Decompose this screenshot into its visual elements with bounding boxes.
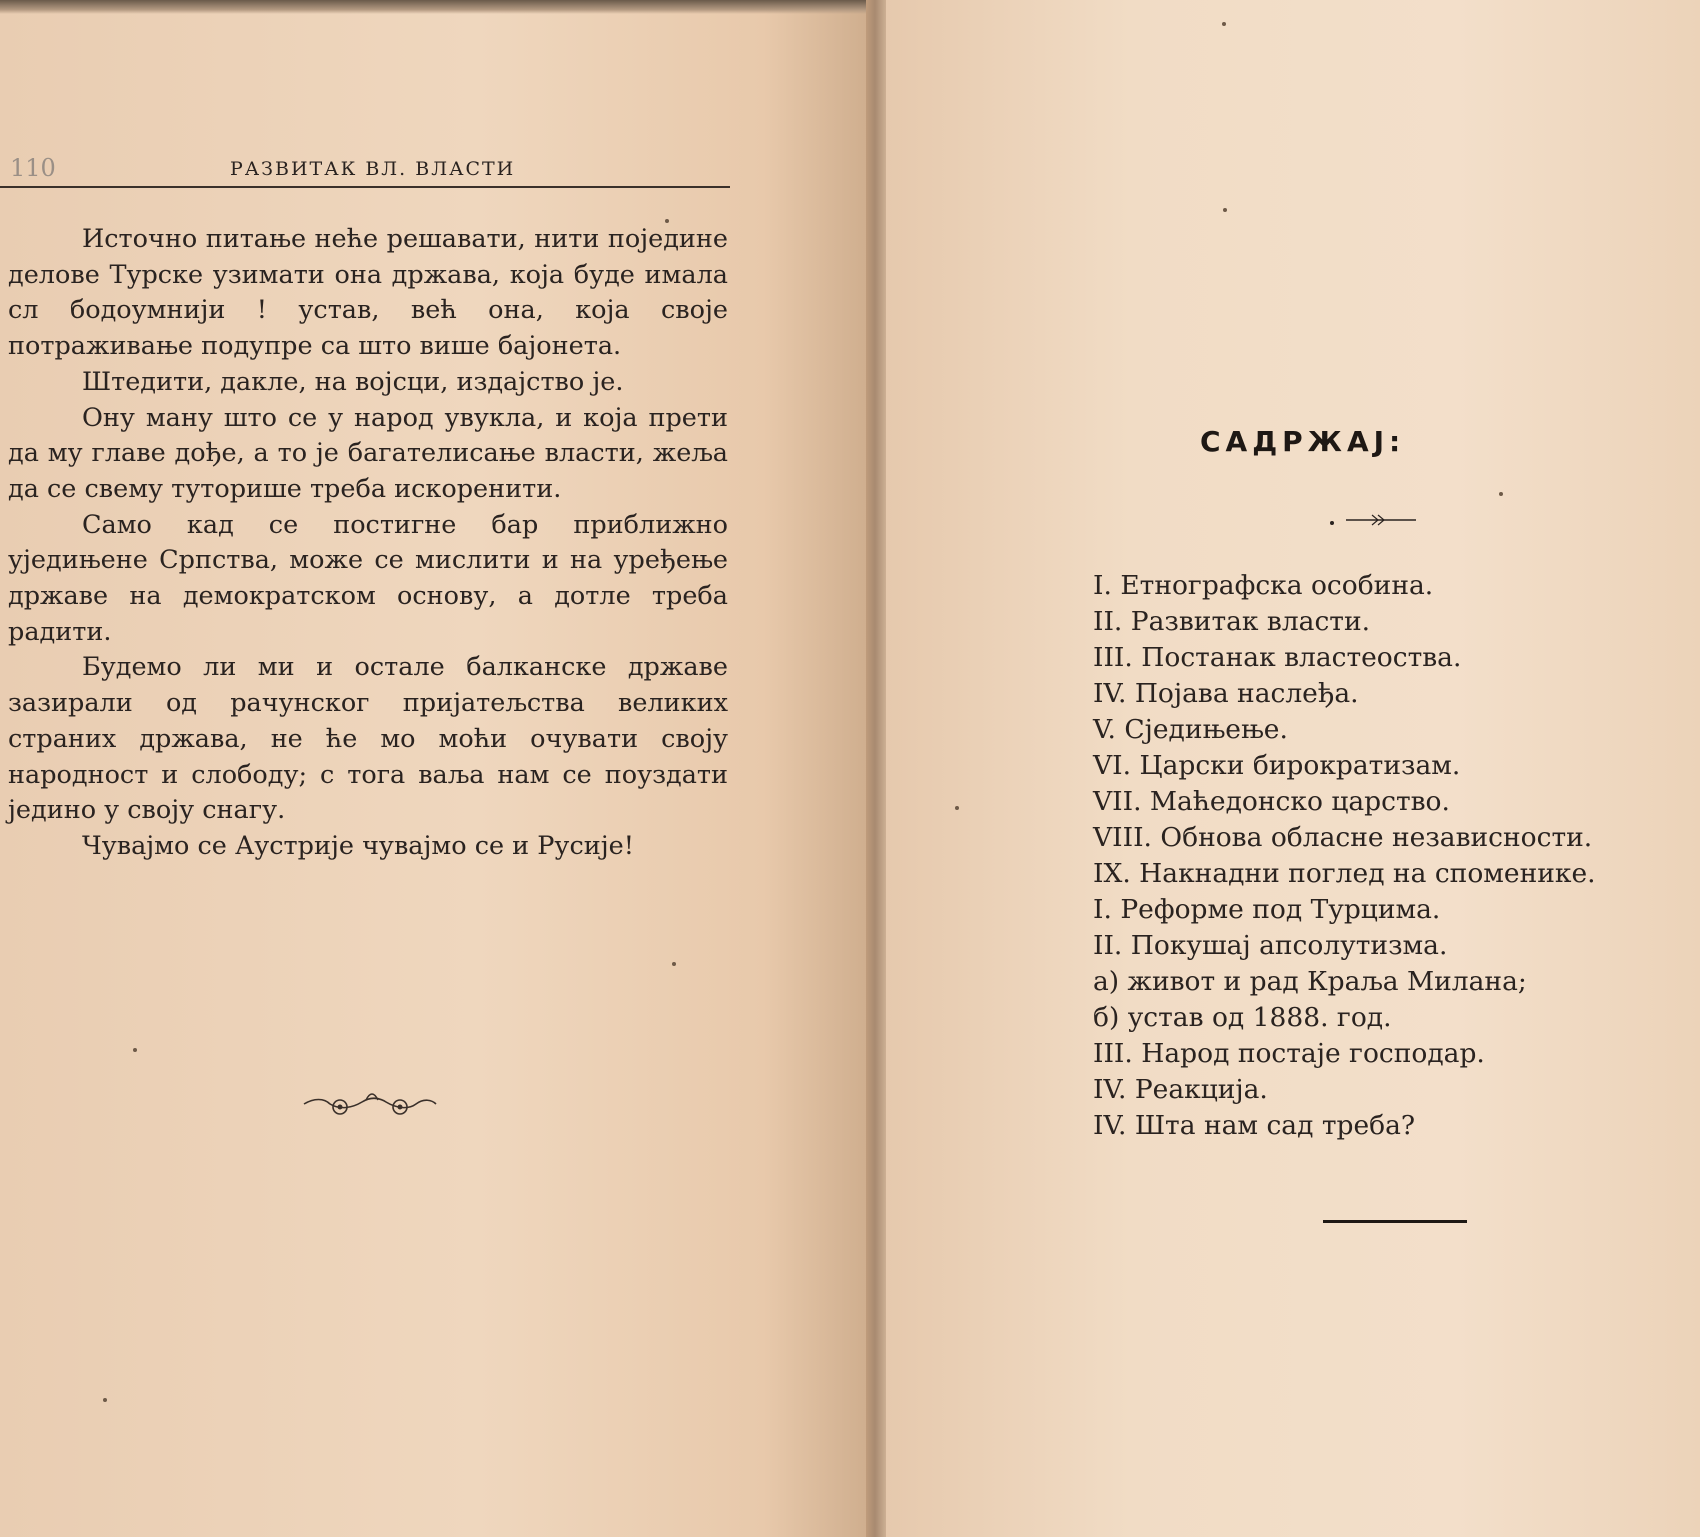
toc-item: V. Сједињење. [1093,714,1288,745]
toc-item: IV. Шта нам сад треба? [1093,1110,1416,1141]
paragraph: Будемо ли ми и остале балканске државе зазирали од рачунског пријатељства великих страних држава, не ће мо моћи очувати своју народност и слободу; с тога ваља нам се поуздати једино у своју снагу. [8,652,728,826]
paragraph: Источно питање неће решавати, нити поједине делове Турске узимати она држава, која буде имала сл бодоумнији ! устав, већ она, која своје потраживање подупре са што више бајонета. [8,224,728,362]
paper-speck [133,1048,137,1052]
body-text [8,222,728,865]
paper-speck [1223,208,1227,212]
toc-item: IV. Реакција. [1093,1074,1268,1105]
toc-item: VIII. Обнова обласне независности. [1093,822,1593,853]
toc-heading: САДРЖАЈ: [1200,425,1406,458]
toc-item: I. Етнографска особина. [1093,570,1434,601]
end-rule [1323,1220,1467,1223]
toc-item: VII. Маћедонско царство. [1093,786,1450,817]
page-top-edge [0,0,868,14]
paper-speck [103,1398,107,1402]
toc-item: а) живот и рад Краља Милана; [1093,966,1527,997]
toc-item: IV. Појава наслеђа. [1093,678,1359,709]
toc-item: III. Постанак властеоства. [1093,642,1462,673]
toc-item: IX. Накнадни поглед на споменике. [1093,858,1596,889]
toc-item: III. Народ постаје господар. [1093,1038,1485,1069]
divider-ornament-icon [1328,509,1418,531]
toc-item: II. Покушај апсолутизма. [1093,930,1448,961]
toc-item: VI. Царски бирократизам. [1093,750,1461,781]
paragraph: Ону ману што се у народ увукла, и која прети да му главе дође, а то је багателисање власти, жеља да се свему туторише треба искоренити. [8,402,728,504]
header-rule [0,186,730,188]
paper-speck [1499,492,1503,496]
paragraph: Чувајмо се Аустрије чувајмо се и Русије! [82,830,634,861]
toc-item: б) устав од 1888. год. [1093,1002,1392,1033]
paragraph: Само кад се постигне бар приближно уједињене Српства, може се мислити и на уређење државе на демократском основу, а дотле треба радити. [8,509,728,647]
paper-speck [665,219,669,223]
running-head [10,150,730,184]
paper-speck [955,806,959,810]
paragraph: Штедити, дакле, на војсци, издајство је. [82,366,624,397]
book-gutter [866,0,886,1537]
paper-speck [672,962,676,966]
paper-speck [1222,22,1226,26]
toc-item: I. Реформе под Турцима. [1093,894,1441,925]
toc-item: II. Развитак власти. [1093,606,1371,637]
page-number: 110 [10,154,56,182]
toc-list [1093,568,1693,1144]
running-head-title: РАЗВИТАК ВЛ. ВЛАСТИ [230,158,516,180]
scroll-ornament-icon [300,1088,440,1120]
